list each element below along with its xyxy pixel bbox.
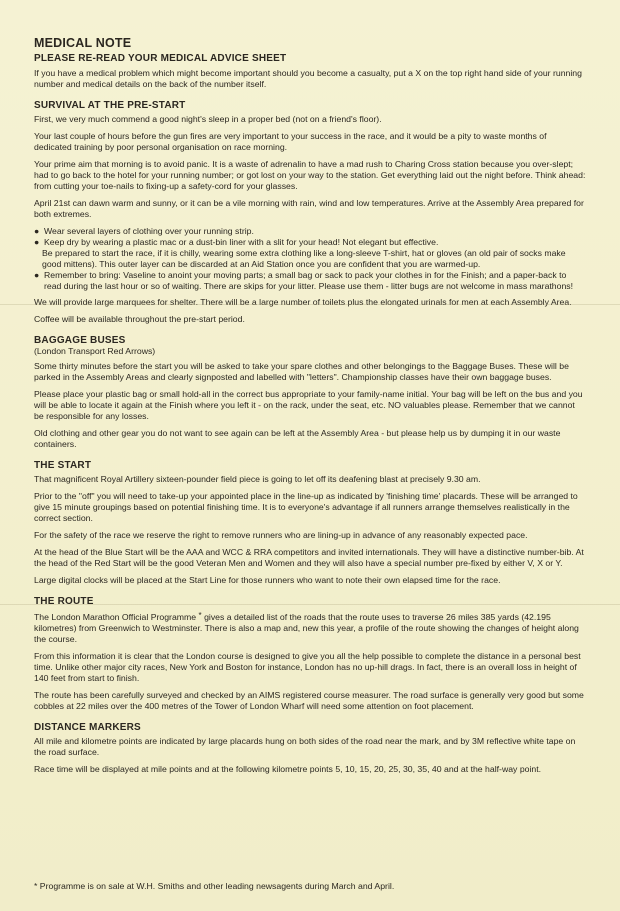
survival-paragraph: Your last couple of hours before the gun fires are very important to your success in the race, and it would be a pity to waste months of dedicated training by poor personal organisation on race morning.: [34, 131, 547, 152]
footnote-marker: *: [198, 611, 202, 620]
baggage-subheading: (London Transport Red Arrows): [34, 346, 156, 356]
survival-bullet-list: [34, 270, 586, 292]
baggage-section: [34, 335, 586, 450]
baggage-paragraph: Please place your plastic bag or small hold-all in the correct bus appropriate to your family-name initial. Your bag will be left on the bus and you will be able to locate it again at the Finish where you left it - on the rack, under the seat, etc. NO valuables please. Remember that we cannot be responsible for any losses.: [34, 389, 583, 421]
start-paragraph: Large digital clocks will be placed at the Start Line for those runners who want to note their own elapsed time for the race.: [34, 575, 501, 585]
bullet-icon: ●: [34, 237, 40, 247]
distance-section: [34, 722, 586, 775]
bullet-text: Wear several layers of clothing over your running strip.: [44, 226, 254, 236]
bullet-text: Keep dry by wearing a plastic mac or a dust-bin liner with a slit for your head! Not elegant but effective.: [44, 237, 439, 247]
start-section: [34, 460, 586, 586]
survival-section: [34, 100, 586, 325]
bullet-text: Remember to bring: Vaseline to anoint your moving parts; a small bag or sack to pack your clothes in for the Finish; and a paper-back to read during the last hour or so of waiting. There are skips for your litter. Please use them - litter bugs are not welcome in mass marathons!: [44, 270, 574, 291]
route-heading: THE ROUTE: [34, 596, 94, 607]
start-paragraph: That magnificent Royal Artillery sixteen-pounder field piece is going to let off its deafening blast at precisely 9.30 am.: [34, 474, 481, 484]
bullet-item: [34, 226, 586, 237]
bullet-icon: ●: [34, 226, 40, 236]
route-section: [34, 596, 586, 712]
start-heading: THE START: [34, 460, 92, 471]
bullet-icon: ●: [34, 270, 40, 280]
medical-note-section: [34, 36, 586, 90]
medical-advice-subheading: PLEASE RE-READ YOUR MEDICAL ADVICE SHEET: [34, 53, 287, 64]
route-paragraph: [34, 610, 586, 645]
route-text: gives a detailed list of the roads that the route uses to traverse 26 miles 385 yards (42.195 kilometres) from Greenwich to Westminster. There is also a map and, new this year, a profile of the route showing the changes of height along the course.: [34, 612, 579, 644]
bullet-item: [34, 237, 586, 248]
route-paragraph: From this information it is clear that the London course is designed to give you all the help possible to complete the distance in a personal best time. Unlike other major city races, New York and Boston for instance, London has no up-hill drags. In fact, there is an overall loss in height of 140 feet from start to finish.: [34, 651, 581, 683]
distance-paragraph: All mile and kilometre points are indicated by large placards hung on both sides of the road near the mark, and by 3M reflective white tape on the road surface.: [34, 736, 576, 757]
paper-fold-line: [0, 604, 620, 605]
start-paragraph: Prior to the "off" you will need to take-up your appointed place in the line-up as indicated by 'finishing time' placards. These will be arranged to give 15 minute groupings based on potential finishing time. It is to everyone's advantage if all runners arrange themselves realistically in the correct section.: [34, 491, 578, 523]
medical-note-heading: MEDICAL NOTE: [34, 36, 132, 50]
survival-heading: SURVIVAL AT THE PRE-START: [34, 100, 186, 111]
start-paragraph: For the safety of the race we reserve the right to remove runners who are lining-up in advance of any reasonably expected pace.: [34, 530, 528, 540]
distance-heading: DISTANCE MARKERS: [34, 722, 141, 733]
route-paragraph: The route has been carefully surveyed and checked by an AIMS registered course measurer. The road surface is generally very good but some cobbles at 22 miles over the 400 metres of the Tower of London Wharf will need some attention on foot placement.: [34, 690, 584, 711]
paper-fold-line: [0, 304, 620, 305]
baggage-heading: BAGGAGE BUSES: [34, 335, 126, 346]
route-text: The London Marathon Official Programme: [34, 612, 197, 622]
survival-paragraph: Your prime aim that morning is to avoid panic. It is a waste of adrenalin to have a mad rush to Charing Cross station because you over-slept; had to go back to the hotel for your running number; or got lost on your way to the station. Get everything laid out the night before. Think ahead: from cutting your toe-nails to fixing-up a safety-cord for your glasses.: [34, 159, 586, 191]
distance-paragraph: Race time will be displayed at mile points and at the following kilometre points 5, 10, 15, 20, 25, 30, 35, 40 and at the half-way point.: [34, 764, 542, 774]
medical-paragraph: If you have a medical problem which might become important should you become a casualty, put a X on the top right hand side of your running number and medical details on the back of the number itself.: [34, 68, 582, 89]
survival-paragraph: We will provide large marquees for shelter. There will be a large number of toilets plus the elongated urinals for men at each Assembly Area.: [34, 297, 572, 307]
baggage-paragraph: Some thirty minutes before the start you will be asked to take your spare clothes and other belongings to the Baggage Buses. These will be parked in the Assembly Areas and clearly signposted and labelled with "letters". Championship classes have their own baggage buses.: [34, 361, 569, 382]
baggage-paragraph: Old clothing and other gear you do not want to see again can be left at the Assembly Area - but please help us by dumping it in our waste containers.: [34, 428, 561, 449]
survival-indented-paragraph: Be prepared to start the race, if it is chilly, wearing some extra clothing like a long-sleeve T-shirt, hat or gloves (an old pair of socks make good mittens). This outer layer can be discarded at an Aid Station once you are confident that you are warmed-up.: [42, 248, 566, 269]
start-paragraph: At the head of the Blue Start will be the AAA and WCC & RRA competitors and invited internationals. They will have a distinctive number-bib. At the head of the Red Start will be the good Veteran Men and Women and they will also have a special number pre-fixed by either V, X or Y.: [34, 547, 584, 568]
survival-paragraph: First, we very much commend a good night's sleep in a proper bed (not on a friend's floor).: [34, 114, 382, 124]
footnote: * Programme is on sale at W.H. Smiths and other leading newsagents during March and April.: [34, 881, 395, 891]
survival-bullet-list: [34, 226, 586, 248]
survival-paragraph: Coffee will be available throughout the pre-start period.: [34, 314, 245, 324]
survival-paragraph: April 21st can dawn warm and sunny, or it can be a vile morning with rain, wind and low temperatures. Arrive at the Assembly Area prepared for both extremes.: [34, 198, 584, 219]
bullet-item: [34, 270, 586, 292]
